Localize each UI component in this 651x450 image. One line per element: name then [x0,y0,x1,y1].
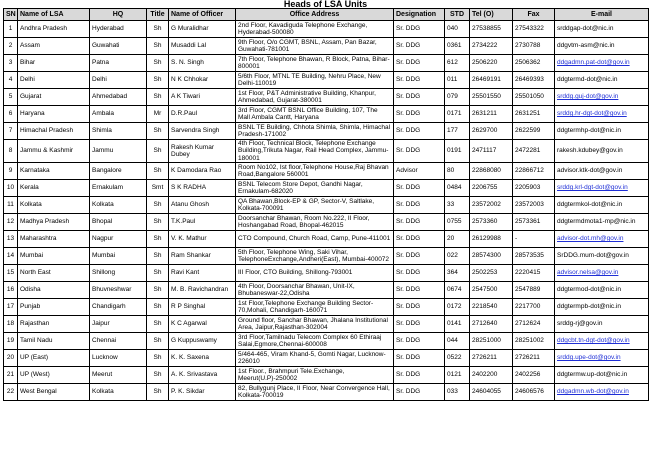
table-row [4,315,649,332]
cell-tel: 25501550 [470,89,513,106]
cell-email: ddgtermd-dot@nic.in [555,72,649,89]
cell-designation: Sr. DDG [394,264,445,281]
cell-officer: G Muralidhar [169,21,236,38]
col-header-email: E-mail [555,9,649,21]
cell-designation: Sr. DDG [394,247,445,264]
cell-sn: 22 [4,383,18,400]
cell-lsa: Haryana [18,106,90,123]
cell-sn: 18 [4,315,18,332]
cell-address: 9th Floor, O/o CGMT, BSNL, Assam, Pan Bazar, Guwahati-781001 [236,38,394,55]
cell-tel: 2547500 [470,281,513,298]
cell-lsa: Kerala [18,179,90,196]
cell-address: QA Bhawan,Block-EP & GP, Sector-V, Saltlake, Kolkata-700091 [236,196,394,213]
cell-std: 022 [445,247,470,264]
cell-address: 1st Floor., Brahmpuri Tele.Exchange, Meerut(U.P)-250002 [236,366,394,383]
cell-title: Sh [147,315,169,332]
cell-designation: Sr. DDG [394,72,445,89]
cell-email[interactable]: srddg.hr-dgt-dot@gov.in [555,106,649,123]
cell-designation: Sr. DDG [394,196,445,213]
cell-tel: 24604055 [470,383,513,400]
cell-tel: 27538855 [470,21,513,38]
cell-std: 80 [445,162,470,179]
cell-fax: 2205903 [513,179,555,196]
cell-hq: Shimla [90,123,147,140]
cell-lsa: Rajasthan [18,315,90,332]
cell-email: SrDDG.mum-dot@gov.in [555,247,649,264]
table-row [4,162,649,179]
cell-lsa: Odisha [18,281,90,298]
cell-lsa: Maharashtra [18,230,90,247]
cell-std: 0191 [445,140,470,163]
cell-hq: Bangalore [90,162,147,179]
cell-address: Doorsanchar Bhawan, Room No.222, II Floor, Hoshangabad Road, Bhopal-462015 [236,213,394,230]
cell-address: BSNL TE Building, Chhota Shimla, Shimla, Himachal Pradesh-171002 [236,123,394,140]
cell-title: Smt [147,179,169,196]
cell-officer: T.K.Paul [169,213,236,230]
cell-officer: P. K. Sikdar [169,383,236,400]
cell-email: ddgtermw.up-dot@nic.in [555,366,649,383]
cell-tel: 22868080 [470,162,513,179]
cell-designation: Advisor [394,162,445,179]
cell-lsa: Delhi [18,72,90,89]
cell-officer: S. N. Singh [169,55,236,72]
cell-designation: Sr. DDG [394,38,445,55]
cell-hq: Chennai [90,332,147,349]
cell-designation: Sr. DDG [394,315,445,332]
cell-hq: Bhopal [90,213,147,230]
cell-designation: Sr. DDG [394,213,445,230]
cell-lsa: Jammu & Kashmir [18,140,90,163]
cell-designation: Sr. DDG [394,281,445,298]
cell-designation: Sr. DDG [394,332,445,349]
cell-sn: 11 [4,196,18,213]
cell-officer: K Damodara Rao [169,162,236,179]
cell-lsa: UP (West) [18,366,90,383]
cell-std: 033 [445,383,470,400]
cell-email[interactable]: srddg.krl-dgt-dot@gov.in [555,179,649,196]
table-row [4,264,649,281]
cell-fax: 2726211 [513,349,555,366]
col-header-lsa: Name of LSA [18,9,90,21]
cell-address: 4th Floor, Technical Block, Telephone Exchange Building,Trikuta Nagar, Rail Head Complex, Jammu-180001 [236,140,394,163]
cell-email: srddg-rj@gov.in [555,315,649,332]
cell-title: Sh [147,55,169,72]
cell-title: Sh [147,162,169,179]
cell-hq: Meerut [90,366,147,383]
table-row [4,106,649,123]
cell-fax: 2472281 [513,140,555,163]
cell-std: 0171 [445,106,470,123]
cell-fax: 25501050 [513,89,555,106]
cell-fax: 2220415 [513,264,555,281]
table-row [4,230,649,247]
table-row [4,247,649,264]
cell-hq: Ahmedabad [90,89,147,106]
cell-hq: Jammu [90,140,147,163]
cell-std: 20 [445,230,470,247]
cell-email[interactable]: advisor.nelsa@gov.in [555,264,649,281]
cell-tel: 26129988 [470,230,513,247]
cell-designation: Sr. DDG [394,21,445,38]
table-row [4,332,649,349]
cell-sn: 2 [4,38,18,55]
cell-hq: Jaipur [90,315,147,332]
cell-email[interactable]: ddgadmn.wb-dot@gov.in [555,383,649,400]
cell-hq: Mumbai [90,247,147,264]
cell-fax: 27543322 [513,21,555,38]
cell-title: Sh [147,21,169,38]
cell-fax: 2573361 [513,213,555,230]
cell-tel: 2218540 [470,298,513,315]
table-row [4,366,649,383]
col-header-sn: SN [4,9,18,21]
cell-address: 82, Bullygunj Place, II Floor, Near Convergence Hall, Kolkata-700019 [236,383,394,400]
cell-designation: Sr. DDG [394,366,445,383]
cell-tel: 2726211 [470,349,513,366]
cell-hq: Kolkata [90,196,147,213]
table-row [4,298,649,315]
cell-address: BSNL Telecom Store Depot, Gandhi Nagar, Ernakulam-682020 [236,179,394,196]
cell-sn: 19 [4,332,18,349]
cell-designation: Sr. DDG [394,349,445,366]
cell-std: 612 [445,55,470,72]
cell-lsa: Bihar [18,55,90,72]
cell-fax: 26469393 [513,72,555,89]
cell-lsa: Gujarat [18,89,90,106]
cell-title: Sh [147,332,169,349]
cell-tel: 2471117 [470,140,513,163]
cell-fax: 28251002 [513,332,555,349]
cell-address: CTO Compound, Church Road, Camp, Pune-411001 [236,230,394,247]
cell-fax: 2506362 [513,55,555,72]
cell-std: 0361 [445,38,470,55]
cell-sn: 13 [4,230,18,247]
cell-fax: 24606576 [513,383,555,400]
cell-officer: A K Tiwari [169,89,236,106]
cell-address: 5th Floor, Telephone Wing, Saki Vihar, TelephoneExchange,Andheri(East), Mumbai-400072 [236,247,394,264]
cell-designation: Sr. DDG [394,55,445,72]
cell-address: Room No102, Ist floor,Telephone House,Raj Bhavan Road,Bangalore 560001 [236,162,394,179]
cell-email: ddgtermdmota1-mp@nic.in [555,213,649,230]
cell-tel: 26469191 [470,72,513,89]
cell-hq: Guwahati [90,38,147,55]
cell-hq: Shillong [90,264,147,281]
col-header-title: Title [147,9,169,21]
cell-std: 0674 [445,281,470,298]
cell-sn: 9 [4,162,18,179]
cell-email: advisor.ktk-dot@gov.in [555,162,649,179]
cell-hq: Lucknow [90,349,147,366]
cell-address: 3rd Floor, CGMT BSNL Office Building, 107, The Mall Ambala Cantt, Haryana [236,106,394,123]
cell-std: 364 [445,264,470,281]
cell-address: 4th Floor, Doorsanchar Bhawan, Unit-IX, Bhubaneswar-22,Odisha [236,281,394,298]
cell-tel: 2629700 [470,123,513,140]
cell-fax: 2712624 [513,315,555,332]
cell-title: Mr [147,106,169,123]
cell-std: 177 [445,123,470,140]
cell-sn: 5 [4,89,18,106]
table-row [4,179,649,196]
cell-fax: 2622599 [513,123,555,140]
cell-address: 1st Floor,Telephone Exchange Building Sector-70,Mohali, Chandigarh-160071 [236,298,394,315]
cell-designation: Sr. DDG [394,89,445,106]
cell-officer: D.R.Paul [169,106,236,123]
cell-title: Sh [147,366,169,383]
cell-hq: Hyderabad [90,21,147,38]
cell-email[interactable]: advisor-dot.mh@gov.in [555,230,649,247]
cell-std: 011 [445,72,470,89]
table-row [4,281,649,298]
cell-fax: 2631251 [513,106,555,123]
cell-hq: Kolkata [90,383,147,400]
cell-lsa: Mumbai [18,247,90,264]
cell-email[interactable]: ddgadmn.pat-dot@gov.in [555,55,649,72]
cell-officer: Atanu Ghosh [169,196,236,213]
cell-officer: V. K. Mathur [169,230,236,247]
cell-hq: Ambala [90,106,147,123]
cell-officer: Sarvendra Singh [169,123,236,140]
cell-title: Sh [147,72,169,89]
col-header-designation: Designation [394,9,445,21]
table-row [4,55,649,72]
cell-officer: G Kuppuswamy [169,332,236,349]
table-row [4,213,649,230]
cell-sn: 15 [4,264,18,281]
cell-email: ddgtermkol-dot@nic.in [555,196,649,213]
cell-email[interactable]: srddg.upe-dot@gov.in [555,349,649,366]
cell-std: 044 [445,332,470,349]
cell-tel: 28251000 [470,332,513,349]
cell-address: Ground floor, Sanchar Bhawan, Jhalana Institutional Area, Jaipur,Rajasthan-302004 [236,315,394,332]
table-row [4,89,649,106]
cell-tel: 2206755 [470,179,513,196]
cell-officer: M. B. Ravichandran [169,281,236,298]
col-header-address: Office Address [236,9,394,21]
table-row [4,21,649,38]
cell-tel: 2631211 [470,106,513,123]
cell-designation: Sr. DDG [394,298,445,315]
cell-email: rakesh.kdubey@gov.in [555,140,649,163]
cell-designation: Sr. DDG [394,230,445,247]
cell-tel: 2502253 [470,264,513,281]
cell-sn: 3 [4,55,18,72]
col-header-hq: HQ [90,9,147,21]
page-title: Heads of LSA Units [283,0,368,8]
cell-hq: Ernakulam [90,179,147,196]
cell-address: III Floor, CTO Building, Shillong-793001 [236,264,394,281]
cell-title: Sh [147,213,169,230]
cell-address: 1st Floor, P&T Administrative Building, Khanpur, Ahmedabad, Gujarat-380001 [236,89,394,106]
cell-sn: 12 [4,213,18,230]
cell-sn: 17 [4,298,18,315]
header-row [4,9,649,21]
cell-std: 079 [445,89,470,106]
cell-officer: S K RADHA [169,179,236,196]
cell-sn: 8 [4,140,18,163]
cell-lsa: West Bengal [18,383,90,400]
table-row [4,349,649,366]
cell-title: Sh [147,298,169,315]
cell-title: Sh [147,264,169,281]
col-header-officer: Name of Officer [169,9,236,21]
cell-std: 0121 [445,366,470,383]
cell-address: 7th Floor, Telephone Bhawan, R Block, Patna, Bihar-800001 [236,55,394,72]
cell-address: 5/464-465, Viram Khand-5, Gomti Nagar, Lucknow-226010 [236,349,394,366]
cell-title: Sh [147,123,169,140]
cell-fax: - [513,230,555,247]
cell-email[interactable]: ddgcbt.tn-dgt-dot@gov.in [555,332,649,349]
cell-std: 0172 [445,298,470,315]
cell-sn: 16 [4,281,18,298]
cell-lsa: Himachal Pradesh [18,123,90,140]
cell-sn: 4 [4,72,18,89]
cell-address: 3rd Floor,Tamilnadu Telecom Complex 60 Ethiraaj Salai,Egmore,Chennai-600008 [236,332,394,349]
cell-officer: R P Singhal [169,298,236,315]
cell-title: Sh [147,247,169,264]
cell-lsa: Kolkata [18,196,90,213]
cell-hq: Nagpur [90,230,147,247]
cell-hq: Patna [90,55,147,72]
cell-std: 0755 [445,213,470,230]
lsa-heads-table [3,8,649,401]
cell-std: 33 [445,196,470,213]
cell-sn: 1 [4,21,18,38]
cell-designation: Sr. DDG [394,179,445,196]
cell-title: Sh [147,38,169,55]
cell-fax: 2547889 [513,281,555,298]
table-row [4,38,649,55]
table-row [4,383,649,400]
cell-std: 0141 [445,315,470,332]
cell-email: ddgvtm-asm@nic.in [555,38,649,55]
cell-officer: K. K. Saxena [169,349,236,366]
cell-fax: 22866712 [513,162,555,179]
cell-lsa: Punjab [18,298,90,315]
cell-lsa: North East [18,264,90,281]
cell-hq: Bhuvneshwar [90,281,147,298]
cell-title: Sh [147,230,169,247]
cell-address: 2nd Floor, Kavadiguda Telephone Exchange, Hyderabad-500080 [236,21,394,38]
cell-designation: Sr. DDG [394,140,445,163]
cell-address: 5/6th Floor, MTNL TE Building, Nehru Place, New Delhi-110019 [236,72,394,89]
cell-hq: Chandigarh [90,298,147,315]
cell-email: ddgtermod-dot@nic.in [555,281,649,298]
cell-email: ddgtermpb-dot@nic.in [555,298,649,315]
cell-tel: 2573360 [470,213,513,230]
cell-std: 040 [445,21,470,38]
table-row [4,123,649,140]
cell-designation: Sr. DDG [394,123,445,140]
cell-lsa: Andhra Pradesh [18,21,90,38]
cell-designation: Sr. DDG [394,106,445,123]
cell-officer: Ravi Kant [169,264,236,281]
cell-designation: Sr. DDG [394,383,445,400]
cell-fax: 2730788 [513,38,555,55]
cell-officer: K C Agarwal [169,315,236,332]
cell-email[interactable]: srddg.guj-dot@gov.in [555,89,649,106]
cell-tel: 2506220 [470,55,513,72]
cell-fax: 28573535 [513,247,555,264]
cell-tel: 2402200 [470,366,513,383]
cell-officer: Rakesh Kumar Dubey [169,140,236,163]
cell-officer: A. K. Srivastava [169,366,236,383]
cell-lsa: Karnataka [18,162,90,179]
col-header-std: STD [445,9,470,21]
cell-title: Sh [147,383,169,400]
cell-sn: 10 [4,179,18,196]
cell-std: 0484 [445,179,470,196]
cell-title: Sh [147,196,169,213]
cell-tel: 2712640 [470,315,513,332]
cell-officer: Ram Shankar [169,247,236,264]
cell-lsa: Assam [18,38,90,55]
cell-tel: 23572002 [470,196,513,213]
cell-title: Sh [147,349,169,366]
cell-tel: 28574300 [470,247,513,264]
cell-std: 0522 [445,349,470,366]
cell-title: Sh [147,89,169,106]
cell-email: srddgap-dot@nic.in [555,21,649,38]
cell-hq: Delhi [90,72,147,89]
cell-title: Sh [147,140,169,163]
cell-lsa: Madhya Pradesh [18,213,90,230]
table-row [4,196,649,213]
cell-sn: 14 [4,247,18,264]
col-header-fax: Fax [513,9,555,21]
cell-officer: N K Chhokar [169,72,236,89]
cell-lsa: Tamil Nadu [18,332,90,349]
cell-email: ddgtermhp-dot@nic.in [555,123,649,140]
cell-fax: 2402256 [513,366,555,383]
col-header-tel: Tel (O) [470,9,513,21]
cell-fax: 2217700 [513,298,555,315]
table-row [4,140,649,163]
cell-officer: Musaddi Lal [169,38,236,55]
table-row [4,72,649,89]
cell-sn: 20 [4,349,18,366]
cell-fax: 23572003 [513,196,555,213]
cell-title: Sh [147,281,169,298]
cell-lsa: UP (East) [18,349,90,366]
cell-tel: 2734222 [470,38,513,55]
cell-sn: 6 [4,106,18,123]
cell-sn: 21 [4,366,18,383]
cell-sn: 7 [4,123,18,140]
